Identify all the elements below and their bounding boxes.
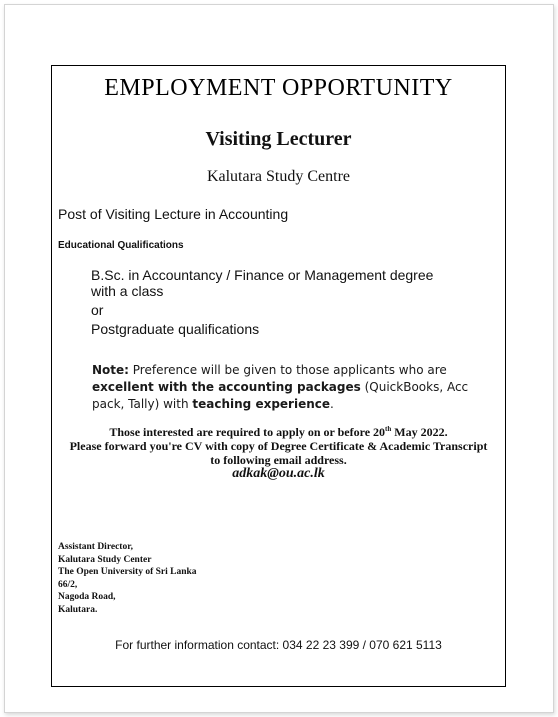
cv-instruction: Please forward you're CV with copy of Degree Certificate & Academic Transcript: [69, 439, 488, 453]
contact-email[interactable]: adkak@ou.ac.lk: [232, 466, 325, 481]
note-text-1: Preference will be given to those applicants who are: [128, 363, 447, 377]
qualification-or: or: [91, 302, 104, 318]
qualifications-list: [91, 267, 461, 340]
application-instructions: [52, 422, 505, 481]
position-title: Visiting Lecturer: [205, 128, 352, 150]
deadline-text: Those interested are required to apply on or before 20: [109, 425, 386, 439]
address-line: 66/2,: [58, 579, 78, 590]
deadline-ordinal: th: [385, 425, 392, 433]
note-text-3: .: [330, 397, 334, 411]
page-title: EMPLOYMENT OPPORTUNITY: [104, 75, 453, 101]
address-line: Kalutara Study Center: [58, 554, 152, 565]
address-line: Kalutara.: [58, 604, 98, 615]
qualifications-label: Educational Qualifications: [58, 240, 184, 251]
qualification-postgrad: Postgraduate qualifications: [91, 321, 260, 337]
contact-info: For further information contact: 034 22 23 399 / 070 621 5113: [115, 638, 442, 652]
note-label: Note:: [92, 363, 129, 377]
deadline-date: May 2022.: [391, 425, 448, 439]
address-line: Assistant Director,: [58, 542, 133, 552]
advertisement-frame: [51, 65, 506, 687]
address-line: Nagoda Road,: [58, 592, 116, 602]
note-bold-2: teaching experience: [192, 397, 331, 411]
note-bold-1: excellent with the accounting packages: [92, 380, 361, 394]
note-text-2: (QuickBooks, Acc pack, Tally) with: [92, 380, 469, 411]
post-description: Post of Visiting Lecture in Accounting: [58, 206, 289, 222]
deadline-line: [52, 422, 505, 439]
address-line: The Open University of Sri Lanka: [58, 567, 197, 577]
qualification-degree: B.Sc. in Accountancy / Finance or Management degree with a class: [91, 267, 434, 299]
note-paragraph: [92, 362, 502, 413]
postal-address: [58, 541, 197, 616]
email-instruction: to following email address.: [210, 453, 347, 467]
study-centre: Kalutara Study Centre: [206, 168, 351, 185]
